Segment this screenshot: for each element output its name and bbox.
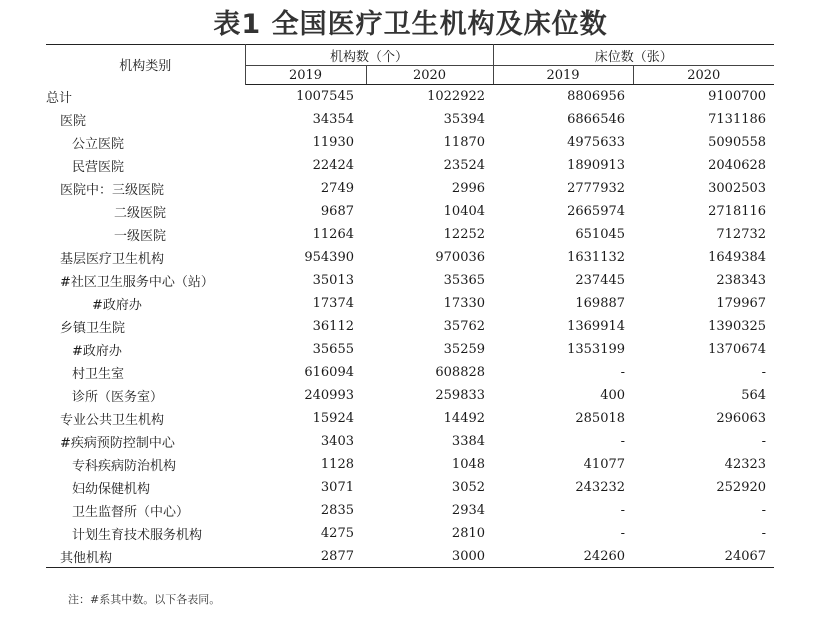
row-label: #疾病预防控制中心 <box>60 436 175 451</box>
table-cell: 954390 <box>304 250 354 265</box>
table-body <box>46 85 774 568</box>
table-cell: 6866546 <box>567 112 626 127</box>
table-row <box>46 315 774 338</box>
row-label: 总计 <box>46 90 73 106</box>
table-cell: 564 <box>741 388 767 403</box>
table-cell: 2835 <box>320 503 354 518</box>
table-cell: 35259 <box>443 342 486 357</box>
table-cell: 35394 <box>443 112 486 127</box>
table-cell: 970036 <box>435 250 486 265</box>
row-label: #政府办 <box>92 298 142 313</box>
table-cell: 2749 <box>320 181 354 196</box>
row-label: 基层医疗卫生机构 <box>60 252 165 267</box>
column-header-year: 2019 <box>245 66 366 85</box>
table-cell: 2718116 <box>708 204 767 219</box>
table-cell: - <box>761 503 767 518</box>
table-cell: 15924 <box>312 411 354 426</box>
table-cell: 2996 <box>451 181 486 196</box>
table-cell: 35365 <box>443 273 486 288</box>
table-row <box>46 154 774 177</box>
table-row <box>46 131 774 154</box>
row-label: 医院 <box>60 114 87 129</box>
table-cell: 11870 <box>443 135 486 150</box>
table-row <box>46 499 774 522</box>
table-cell: 36112 <box>312 319 354 334</box>
row-label: 专业公共卫生机构 <box>60 413 165 428</box>
table-cell: - <box>620 526 626 541</box>
table-row <box>46 430 774 453</box>
table-cell: 41077 <box>583 457 626 472</box>
table-cell: 22424 <box>312 158 354 173</box>
column-header-category: 机构类别 <box>46 45 245 85</box>
table-cell: 24260 <box>493 545 633 568</box>
table-cell: - <box>761 526 767 541</box>
table-row <box>46 292 774 315</box>
table-cell: 169887 <box>575 296 626 311</box>
footnote: 注：#系其中数。以下各表同。 <box>68 593 221 606</box>
table-cell: 2777932 <box>567 181 626 196</box>
table-cell: - <box>761 434 767 449</box>
table-cell: 3403 <box>320 434 354 449</box>
row-label: 二级医院 <box>114 206 167 221</box>
table-cell: 2877 <box>245 545 366 568</box>
table-row <box>46 223 774 246</box>
table-row <box>46 269 774 292</box>
table-cell: 240993 <box>304 388 354 403</box>
table-cell: 7131186 <box>708 112 767 127</box>
table-row <box>46 338 774 361</box>
table-row <box>46 177 774 200</box>
table-row <box>46 384 774 407</box>
row-label: 专科疾病防治机构 <box>72 459 177 474</box>
table-cell: 1649384 <box>708 250 767 265</box>
table-cell: 23524 <box>443 158 486 173</box>
table-cell: 1369914 <box>567 319 626 334</box>
table-cell: 237445 <box>575 273 626 288</box>
table-cell: 34354 <box>312 112 354 127</box>
table-row <box>46 200 774 223</box>
table-cell: 179967 <box>716 296 767 311</box>
column-header-year: 2020 <box>633 66 774 85</box>
table-cell: 1390325 <box>708 319 767 334</box>
row-label: #社区卫生服务中心（站） <box>60 275 214 290</box>
table-cell: 616094 <box>304 365 354 380</box>
table-cell: 35762 <box>443 319 486 334</box>
table-cell: 285018 <box>575 411 626 426</box>
row-label: 计划生育技术服务机构 <box>72 528 203 543</box>
table-cell: 296063 <box>716 411 767 426</box>
table-row <box>46 522 774 545</box>
table-cell: 3000 <box>366 545 493 568</box>
table-cell: 400 <box>600 388 626 403</box>
table-cell: 35655 <box>312 342 354 357</box>
table-cell: 1007545 <box>296 89 354 104</box>
table-cell: - <box>620 503 626 518</box>
table-row <box>46 407 774 430</box>
table-cell: 712732 <box>716 227 767 242</box>
table-cell: 3384 <box>451 434 486 449</box>
table-row <box>46 545 774 568</box>
table-cell: 9100700 <box>708 89 767 104</box>
table-cell: 252920 <box>716 480 767 495</box>
table-cell: - <box>620 365 626 380</box>
table-cell: 608828 <box>435 365 486 380</box>
table-cell: 1128 <box>320 457 354 472</box>
table-cell: 3002503 <box>708 181 767 196</box>
table-cell: 1353199 <box>567 342 626 357</box>
table-row <box>46 246 774 269</box>
table-row <box>46 85 774 109</box>
table-cell: - <box>761 365 767 380</box>
table-cell: 5090558 <box>708 135 767 150</box>
row-label: 医院中：三级医院 <box>60 183 165 198</box>
row-label: 民营医院 <box>72 160 125 175</box>
table-cell: 10404 <box>443 204 486 219</box>
column-header-year: 2020 <box>366 66 493 85</box>
row-label: 其他机构 <box>46 545 245 568</box>
table-cell: 11264 <box>312 227 354 242</box>
table-cell: 2934 <box>451 503 486 518</box>
table-row <box>46 453 774 476</box>
table-cell: 2040628 <box>708 158 767 173</box>
table-cell: 42323 <box>724 457 767 472</box>
table-cell: 3071 <box>320 480 354 495</box>
table-cell: 17374 <box>312 296 354 311</box>
table-cell: 11930 <box>312 135 354 150</box>
row-label: 诊所（医务室） <box>72 390 164 405</box>
table-row <box>46 476 774 499</box>
column-group-beds: 床位数（张） <box>493 45 774 66</box>
table-cell: 17330 <box>443 296 486 311</box>
table-cell: 12252 <box>443 227 486 242</box>
column-header-year: 2019 <box>493 66 633 85</box>
table-cell: 1022922 <box>427 89 486 104</box>
hospital-stats-table <box>46 44 774 568</box>
table-cell: 14492 <box>443 411 486 426</box>
table-cell: 1370674 <box>708 342 767 357</box>
table-cell: 8806956 <box>567 89 626 104</box>
table-cell: 651045 <box>575 227 626 242</box>
row-label: 村卫生室 <box>72 367 125 382</box>
table-cell: 1631132 <box>567 250 626 265</box>
table-cell: 259833 <box>435 388 486 403</box>
table-cell: 3052 <box>451 480 486 495</box>
column-group-institutions: 机构数（个） <box>245 45 493 66</box>
table-cell: 24067 <box>633 545 774 568</box>
table-row <box>46 108 774 131</box>
row-label: 卫生监督所（中心） <box>72 505 190 520</box>
table-cell: 2665974 <box>567 204 626 219</box>
table-cell: 2810 <box>451 526 486 541</box>
table-cell: 1048 <box>451 457 486 472</box>
table-cell: - <box>620 434 626 449</box>
table-title: 表1 全国医疗卫生机构及床位数 <box>213 9 608 40</box>
table-cell: 35013 <box>312 273 354 288</box>
table-cell: 238343 <box>716 273 767 288</box>
row-label: 公立医院 <box>72 137 125 152</box>
table-cell: 9687 <box>320 204 354 219</box>
row-label: 一级医院 <box>114 229 167 244</box>
table-cell: 1890913 <box>567 158 626 173</box>
table-cell: 4975633 <box>567 135 626 150</box>
table-row <box>46 361 774 384</box>
table-cell: 243232 <box>575 480 626 495</box>
row-label: 乡镇卫生院 <box>60 321 126 336</box>
row-label: 妇幼保健机构 <box>72 482 151 497</box>
table-cell: 4275 <box>320 526 354 541</box>
row-label: #政府办 <box>72 344 122 359</box>
